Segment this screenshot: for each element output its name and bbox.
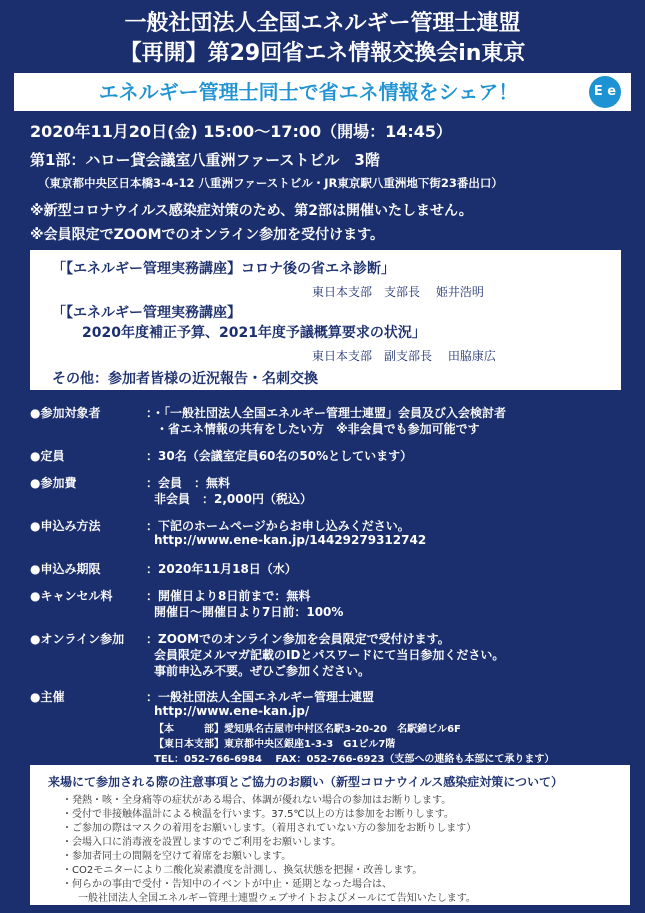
capacity-label: ●定員 [30, 449, 65, 463]
apply-line1: ：下記のホームページからお申し込みください。 [146, 519, 410, 533]
slogan-banner [14, 73, 631, 111]
host-east-address: 【東日本支部】東京都中央区銀座1-3-3 G1ビル7階 [154, 739, 396, 750]
cancel-label: ●キャンセル料 [30, 589, 113, 603]
event-part1: 第1部：ハロー貸会議室八重洲ファーストビル 3階 [30, 151, 380, 169]
event-datetime: 2020年11月20日(金) 15:00～17:00（開場：14:45） [30, 122, 453, 141]
deadline-value: ：2020年11月18日（水） [146, 562, 297, 576]
note-item: ・何らかの事由で受付・告知中のイベントが中止・延期となった場合は、 [62, 879, 392, 890]
slogan-text: エネルギー管理士同士で省エネ情報をシェア！ [98, 80, 519, 104]
logo-icon: E e [589, 76, 621, 108]
event-title: 【再開】第29回省エネ情報交換会in東京 [119, 41, 526, 66]
online-line1: ：ZOOMでのオンライン参加を会員限定で受付けます。 [146, 632, 450, 646]
online-line3: 事前申込み不要。ぜひご参加ください。 [154, 664, 371, 678]
notice-online: ※会員限定でZOOMでのオンライン参加を受付けます。 [30, 227, 384, 243]
note-item: ・参加者同士の間隔を空けて着席をお願いします。 [62, 851, 292, 862]
note-item: ・ご参加の際はマスクの着用をお願いします。（着用されていない方の参加をお断りします） [62, 823, 477, 834]
talk1-speaker: 東日本支部 支部長 姫井浩明 [312, 285, 484, 299]
capacity-value: ：30名（会議室定員60名の50%としています） [146, 449, 413, 463]
fee-label: ●参加費 [30, 476, 77, 490]
talk2-title-a: 「【エネルギー管理実務講座】 [52, 305, 241, 321]
online-line2: 会員限定メルマガ記載のIDとパスワードにて当日参加ください。 [154, 648, 505, 662]
apply-label: ●申込み方法 [30, 519, 101, 533]
fee-member: ：会員 ：無料 [146, 476, 231, 490]
talk2-speaker: 東日本支部 副支部長 田脇康広 [312, 349, 496, 363]
note-item: ・会場入口に消毒液を設置しますのでご利用をお願いします。 [62, 837, 342, 848]
host-url[interactable]: http://www.ene-kan.jp/ [154, 704, 310, 718]
host-hq-address: 【本 部】愛知県名古屋市中村区名駅3-20-20 名駅錦ビル6F [154, 724, 461, 735]
target-line2: ・省エネ情報の共有をしたい方 ※非会員でも参加可能です [156, 422, 480, 436]
online-label: ●オンライン参加 [30, 632, 125, 646]
cancel-line2: 開催日～開催日より7日前：100% [154, 605, 344, 619]
notes-title: 来場にて参加される際の注意事項とご協力のお願い（新型コロナウイルス感染症対策について） [48, 775, 564, 789]
target-label: ●参加対象者 [30, 406, 101, 420]
organization-title: 一般社団法人全国エネルギー管理士連盟 [124, 11, 521, 36]
notice-part2: ※新型コロナウイルス感染症対策のため、第2部は開催いたしません。 [30, 203, 473, 219]
cancel-line1: ：開催日より8日前まで：無料 [146, 589, 311, 603]
host-contact: TEL：052-766-6984 FAX：052-766-6923（支部への連絡も本部にて承ります） [154, 754, 555, 765]
note-item: ・CO2モニターにより二酸化炭素濃度を計測し、換気状態を把握・改善します。 [62, 865, 423, 876]
apply-url[interactable]: http://www.ene-kan.jp/14429279312742 [154, 533, 427, 547]
host-name: ：一般社団法人全国エネルギー管理士連盟 [146, 690, 375, 704]
note-item: ・発熱・咳・全身痛等の症状がある場合、体調が優れない場合の参加はお断りします。 [62, 795, 452, 806]
deadline-label: ●申込み期限 [30, 562, 101, 576]
notes-box [30, 765, 630, 905]
note-item: ・受付で非接触体温計による検温を行います。37.5℃以上の方は参加をお断りします。 [62, 809, 454, 820]
host-label: ●主催 [30, 690, 65, 704]
program-box [30, 250, 621, 390]
event-address: （東京都中央区日本橋3-4-12 八重洲ファーストビル・JR東京駅八重洲地下街23番出口） [38, 176, 503, 190]
note-item: 一般社団法人全国エネルギー管理士連盟ウェブサイトおよびメールにて告知いたします。 [78, 893, 476, 904]
fee-nonmember: 非会員 ：2,000円（税込） [154, 492, 312, 506]
talk1-title: 「【エネルギー管理実務講座】コロナ後の省エネ診断」 [52, 261, 395, 277]
target-line1: ：・「一般社団法人全国エネルギー管理士連盟」会員及び入会検討者 [146, 406, 507, 420]
program-other: その他：参加者皆様の近況報告・名刺交換 [52, 371, 318, 387]
talk2-title-b: 2020年度補正予算、2021年度予議概算要求の状況」 [82, 325, 426, 341]
